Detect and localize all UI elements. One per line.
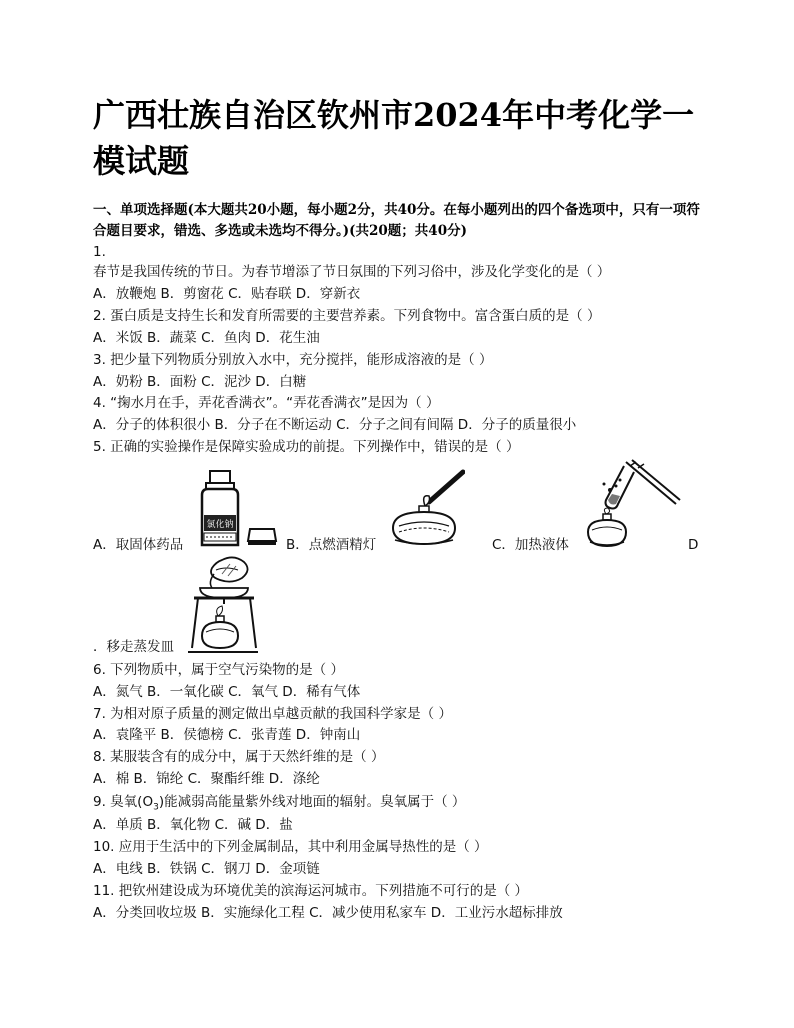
question-2-options: A．米饭 B．蔬菜 C．鱼肉 D．花生油 — [93, 330, 320, 346]
question-4-options: A．分子的体积很小 B．分子在不断运动 C．分子之间有间隔 D．分子的质量很小 — [93, 417, 577, 433]
question-9-stem-pre: 9. 臭氧(O — [93, 794, 154, 810]
question-1-options: A．放鞭炮 B．剪窗花 C．贴春联 D．穿新衣 — [93, 286, 361, 302]
question-5-option-c: C．加热液体 — [492, 537, 569, 553]
reagent-bottle-illustration — [196, 465, 280, 553]
alcohol-lamp-illustration — [385, 466, 465, 548]
question-10-stem: 10. 应用于生活中的下列金属制品，其中利用金属导热性的是（ ） — [93, 839, 488, 855]
question-1-stem: 春节是我国传统的节日。为春节增添了节日氛围的下列习俗中，涉及化学变化的是（ ） — [93, 264, 611, 280]
test-tube-heating-illustration — [586, 456, 682, 550]
question-9-stem-subscript: 3 — [153, 802, 159, 813]
question-6-options: A．氮气 B．一氧化碳 C．氧气 D．稀有气体 — [93, 684, 361, 700]
question-5-option-d-text: ．移走蒸发皿 — [93, 639, 174, 655]
question-4-stem: 4. “掬水月在手，弄花香满衣”。“弄花香满衣”是因为（ ） — [93, 395, 440, 411]
page-title: 广西壮族自治区钦州市2024年中考化学一模试题 — [93, 96, 695, 180]
question-5-option-b: B．点燃酒精灯 — [286, 537, 377, 553]
question-11-options: A．分类回收垃圾 B．实施绿化工程 C．减少使用私家车 D．工业污水超标排放 — [93, 905, 563, 921]
question-6-stem: 6. 下列物质中，属于空气污染物的是（ ） — [93, 662, 344, 678]
question-5-stem: 5. 正确的实验操作是保障实验成功的前提。下列操作中，错误的是（ ） — [93, 439, 520, 455]
question-8-options: A．棉 B．锦纶 C．聚酯纤维 D．涤纶 — [93, 771, 320, 787]
question-7-options: A．袁隆平 B．侯德榜 C．张青莲 D．钟南山 — [93, 727, 361, 743]
question-10-options: A．电线 B．铁锅 C．钢刀 D．金项链 — [93, 861, 320, 877]
section-header: 一、单项选择题(本大题共20小题，每小题2分，共40分。在每小题列出的四个备选项中，只有一项符合题目要求，错选、多选或未选均不得分。)(共20题；共40分) — [93, 202, 700, 239]
bottle-label-text: 氯化钠 — [206, 520, 234, 530]
question-9-options: A．单质 B．氧化物 C．碱 D．盐 — [93, 817, 293, 833]
question-3-stem: 3. 把少量下列物质分别放入水中，充分搅拌，能形成溶液的是（ ） — [93, 352, 493, 368]
question-11-stem: 11. 把钦州建设成为环境优美的滨海运河城市。下列措施不可行的是（ ） — [93, 883, 529, 899]
question-3-options: A．奶粉 B．面粉 C．泥沙 D．白糖 — [93, 374, 307, 390]
question-9-stem-post: )能减弱高能量紫外线对地面的辐射。臭氧属于（ ） — [158, 794, 466, 810]
question-2-stem: 2. 蛋白质是支持生长和发育所需要的主要营养素。下列食物中。富含蛋白质的是（ ） — [93, 308, 601, 324]
question-1-number: 1. — [93, 244, 106, 260]
question-8-stem: 8. 某服装含有的成分中，属于天然纤维的是（ ） — [93, 749, 385, 765]
question-5-option-a: A．取固体药品 — [93, 537, 184, 553]
evaporating-dish-illustration — [186, 556, 260, 656]
question-9-stem — [93, 792, 465, 818]
question-7-stem: 7. 为相对原子质量的测定做出卓越贡献的我国科学家是（ ） — [93, 706, 452, 722]
question-5-option-d-letter: D — [688, 537, 699, 553]
